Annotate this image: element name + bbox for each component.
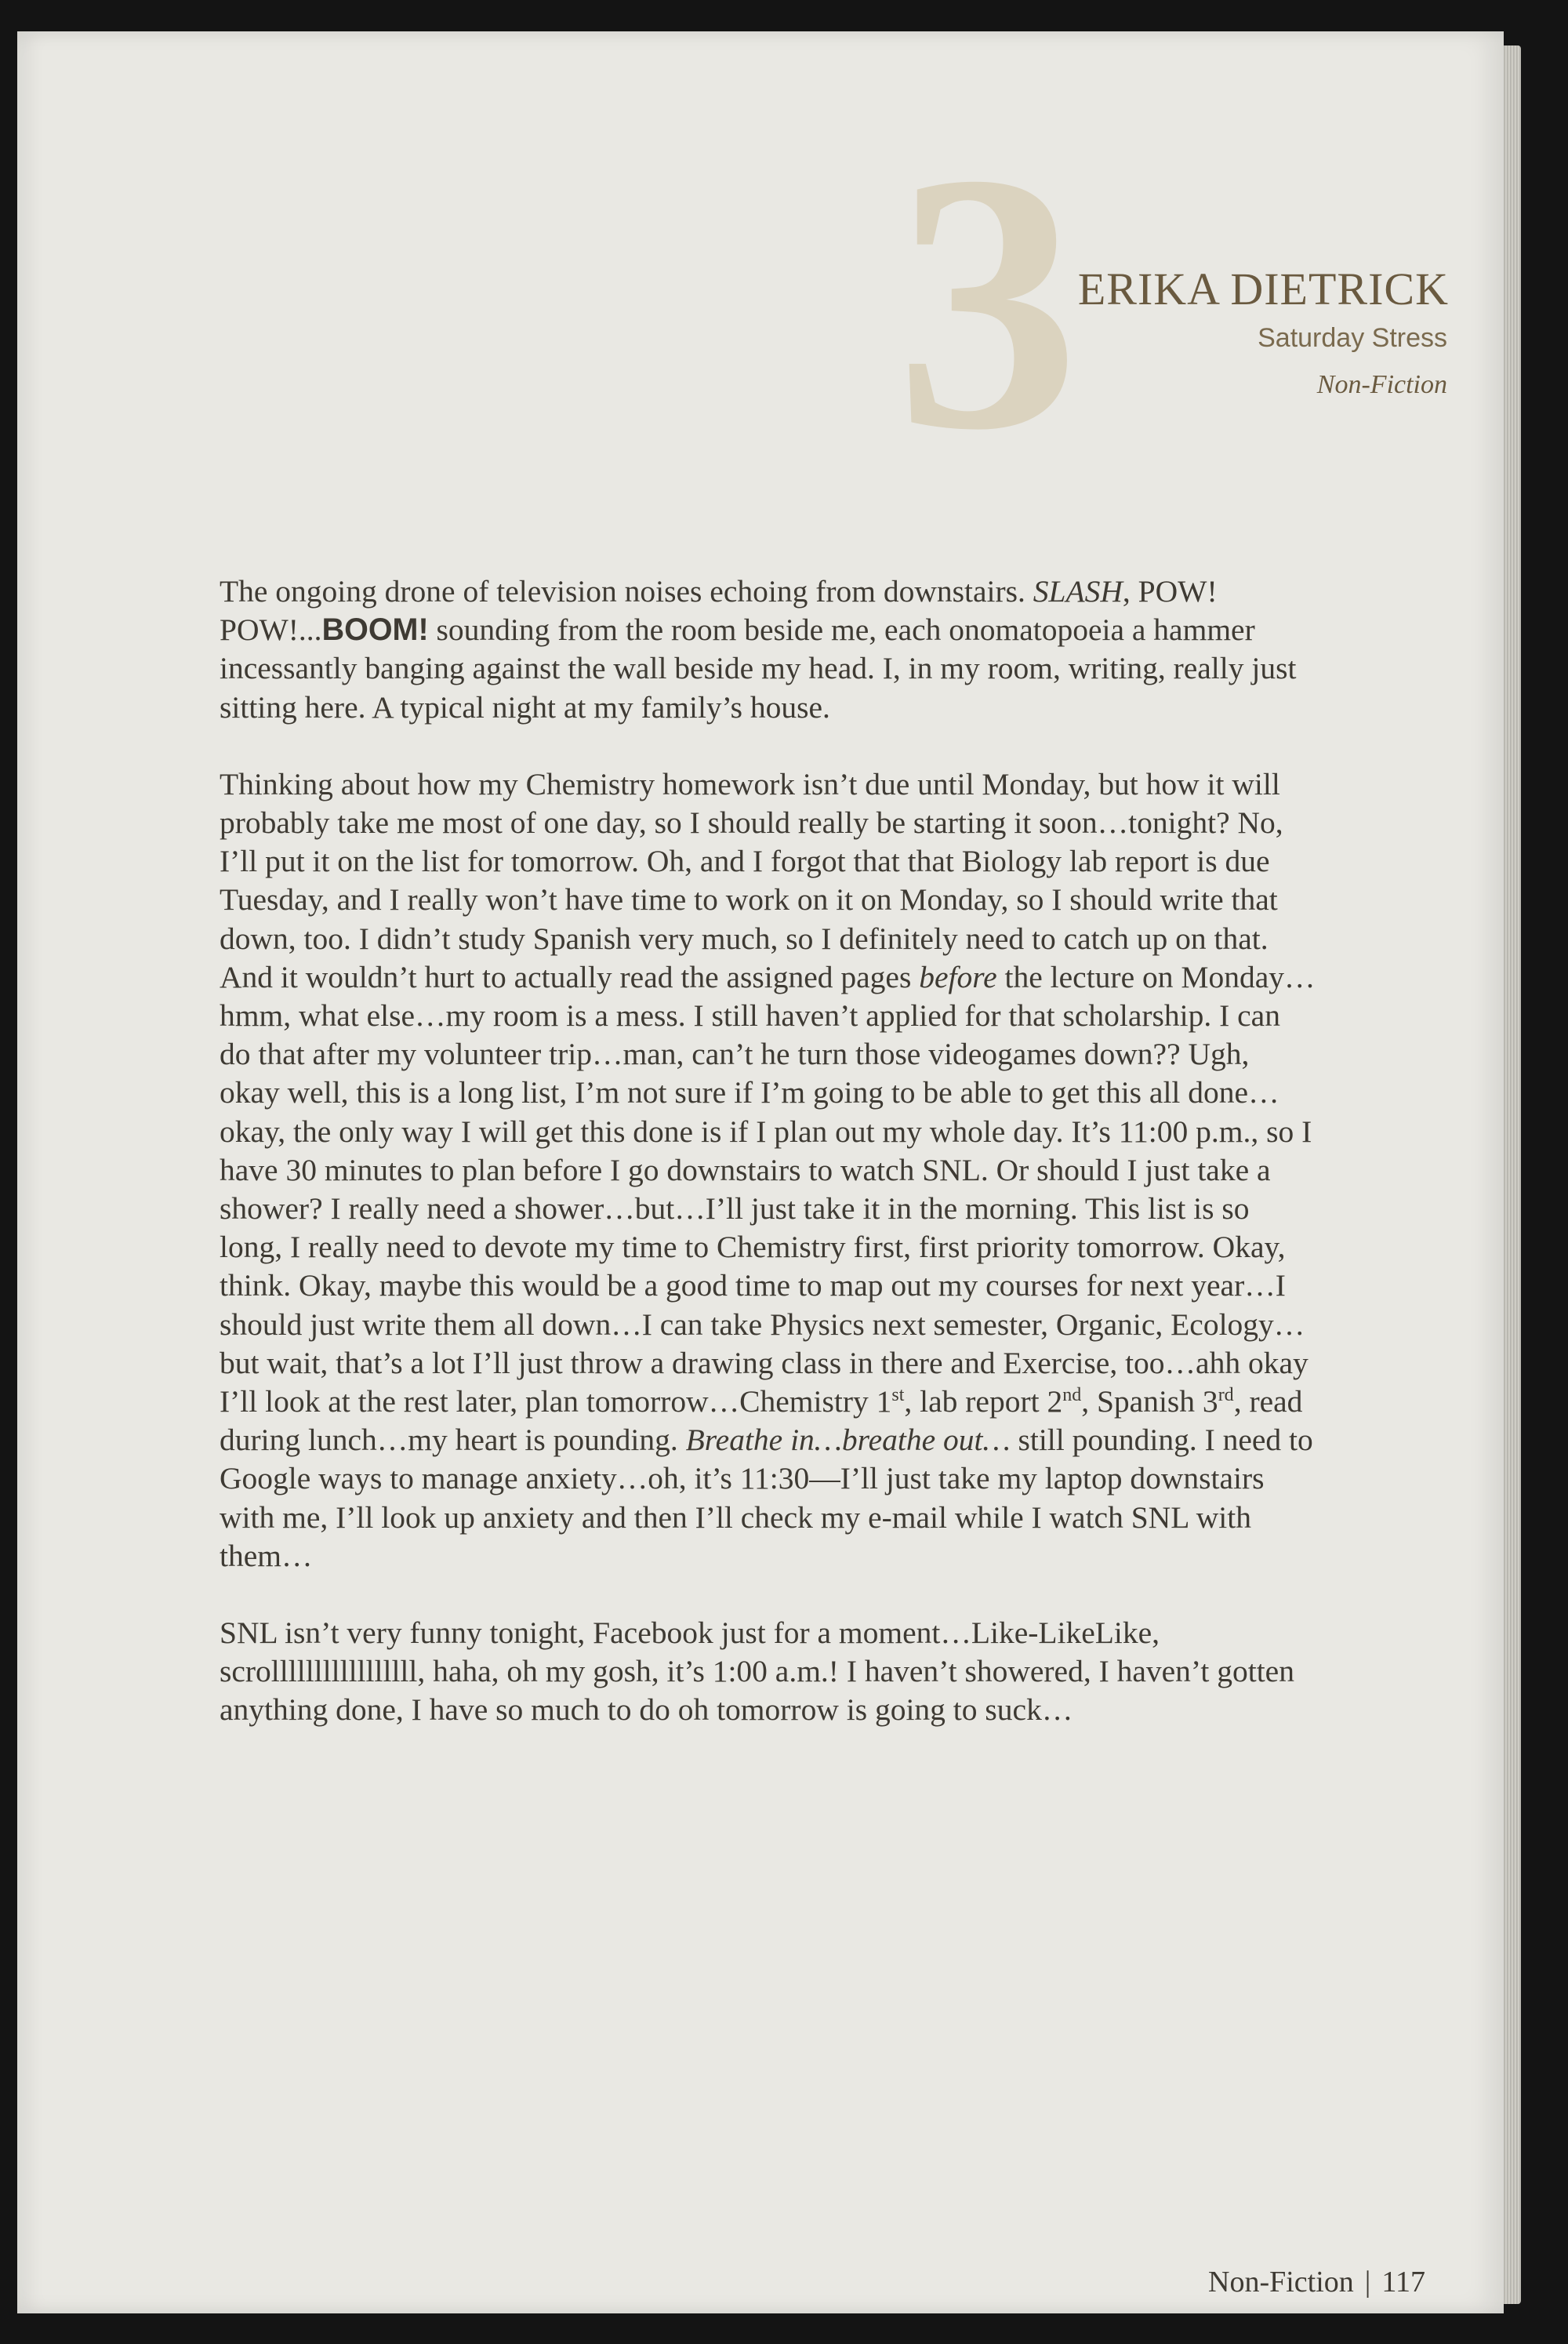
slash-word: SLASH (1033, 574, 1123, 609)
piece-title: Saturday Stress (1258, 323, 1447, 353)
body-text (220, 572, 1317, 1768)
page-number: 117 (1381, 2266, 1425, 2299)
author-name: ERIKA DIETRICK (1077, 263, 1449, 314)
boom-word: BOOM! (321, 612, 429, 648)
breathe-phrase: Breathe in…breathe out… (685, 1423, 1011, 1458)
footer-section: Non-Fiction (1208, 2266, 1354, 2299)
paragraph-2: Thinking about how my Chemistry homework isn’t due until Monday, but how it will probably take me most of one day, so I should really be starting it soon…tonight? No, I’ll put it on the list for tomorrow. Oh, and I forgot that that Biology lab report is due Tuesday, and I really won’t have time to work on it on Monday, so I should write that down, too. I didn’t study Spanish very much, so I definitely need to catch up on that. And it wouldn’t hurt to actually read the assigned pages before the lecture on Monday…hmm, what else…my room is a mess. I still haven’t applied for that scholarship. I can do that after my volunteer trip…man, can’t he turn those videogames down?? Ugh, okay well, this is a long list, I’m not sure if I’m going to be able to get this all done…okay, the only way I will get this done is if I plan out my whole day. It’s 11:00 p.m., so I have 30 minutes to plan before I go downstairs to watch SNL. Or should I just take a shower? I really need a shower…but…I’ll just take it in the morning. This list is so long, I really need to devote my time to Chemistry first, first priority tomorrow. Okay, think. Okay, maybe this would be a good time to map out my courses for next year…I should just write them all down…I can take Physics next semester, Organic, Ecology…but wait, that’s a lot I’ll just throw a drawing class in there and Exercise, too…ahh okay I’ll look at the rest later, plan tomorrow…Chemistry 1st, lab report 2nd, Spanish 3rd, read during lunch…my heart is pounding. Breathe in…breathe out… still pounding. I need to Google ways to manage anxiety…oh, it’s 11:30—I’ll just take my laptop downstairs with me, I’ll look up anxiety and then I’ll check my e-mail while I watch SNL with them… (220, 766, 1316, 1573)
book-page (17, 31, 1504, 2313)
chapter-number: 3 (895, 97, 1080, 506)
paragraph-1: The ongoing drone of television noises echoing from downstairs. SLASH, POW! POW!...BOOM! sounding from the room beside me, each onomatopoeia a hammer incessantly banging against the wall beside my head. I, in my room, writing, really just sitting here. A typical night at my family’s house. (220, 574, 1297, 725)
page-footer (1208, 2265, 1425, 2299)
genre-label: Non-Fiction (1316, 370, 1447, 399)
before-word: before (919, 959, 997, 994)
footer-separator: | (1364, 2266, 1371, 2299)
paragraph-3: SNL isn’t very funny tonight, Facebook just for a moment…Like-LikeLike, scrolllllllllllllllll, haha, oh my gosh, it’s 1:00 a.m.! I haven’t showered, I haven’t gotten anything done, I have so much to do oh tomorrow is going to suck… (220, 1615, 1294, 1728)
